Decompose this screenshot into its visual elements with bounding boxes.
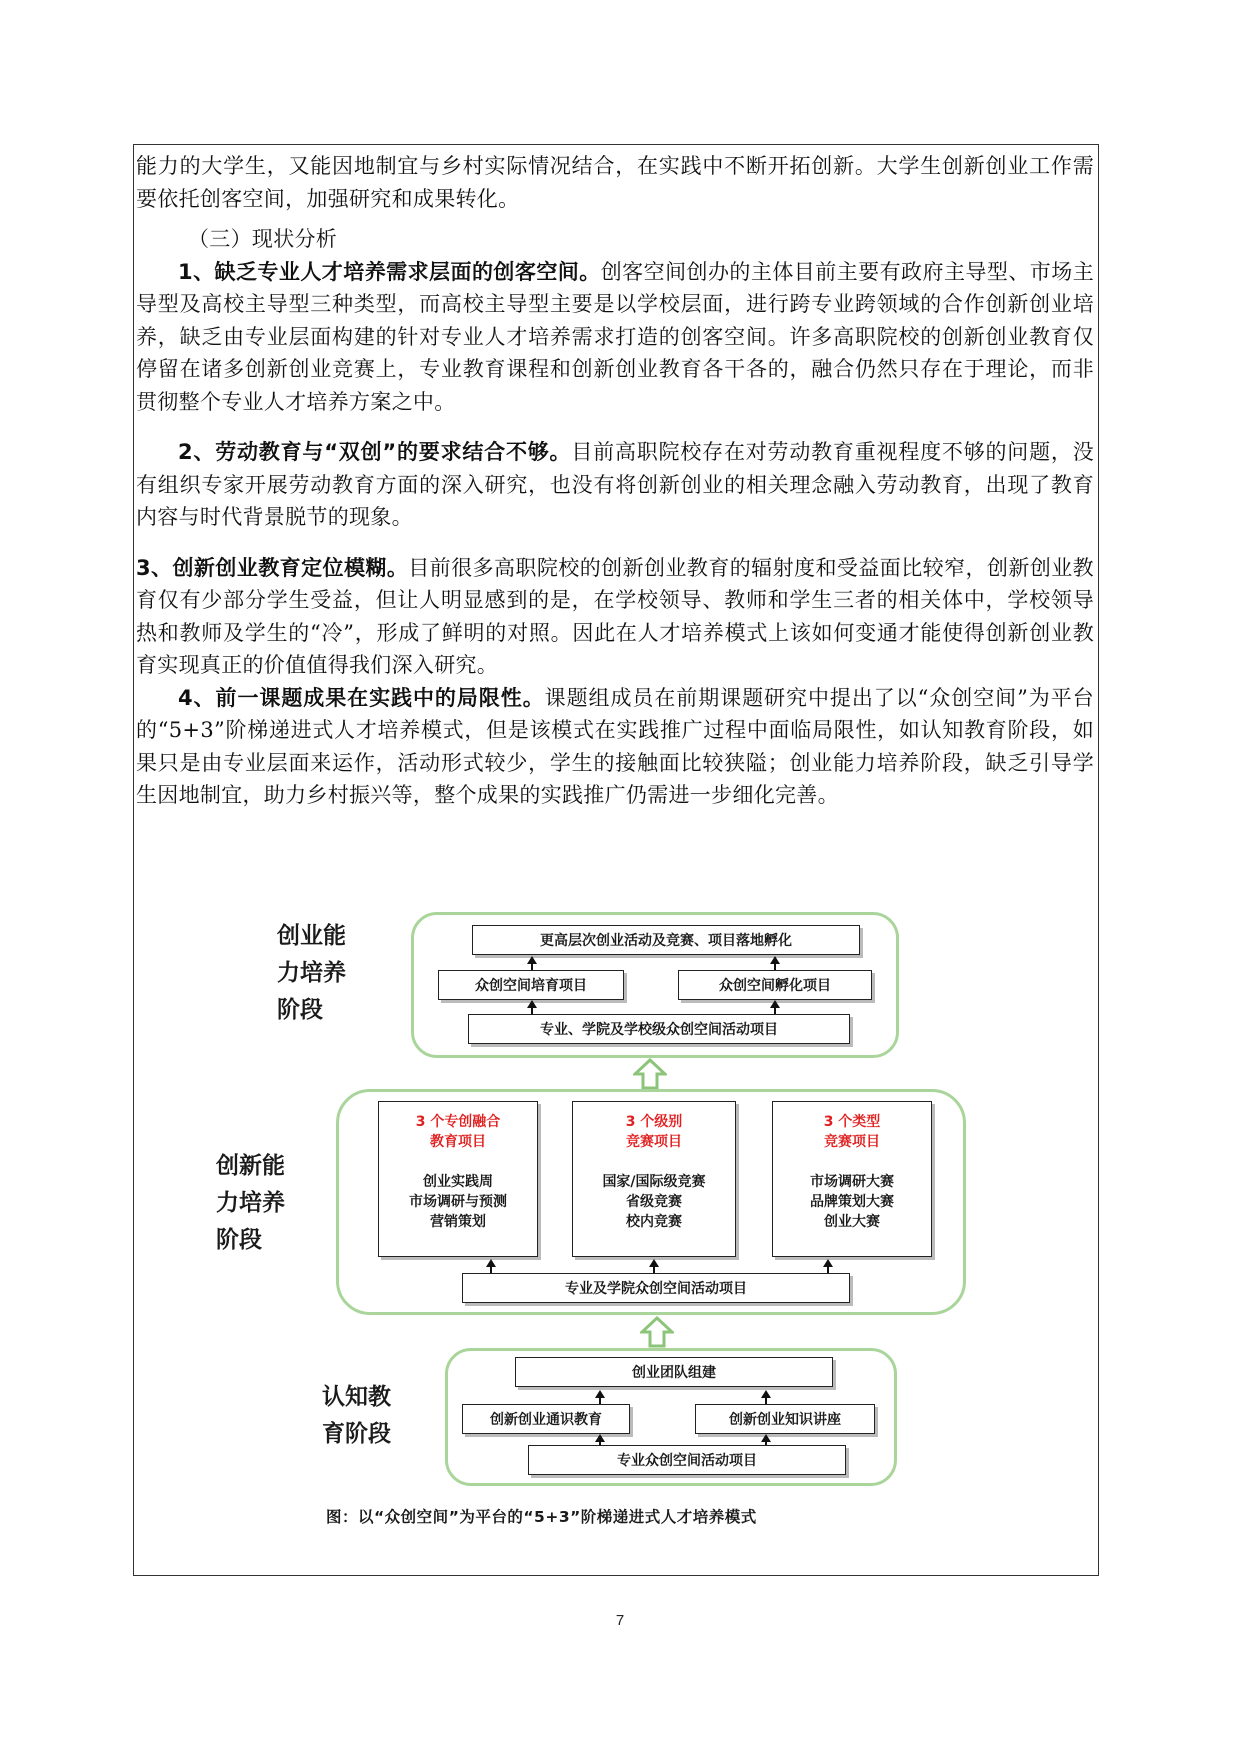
stage2-label-line1: 创新能 — [216, 1153, 285, 1179]
column-2-item: 国家/国际级竞赛 — [602, 1174, 706, 1190]
stage2-label-line3: 阶段 — [216, 1227, 262, 1253]
section-heading: （三）现状分析 — [188, 227, 338, 251]
column-1-item: 创业实践周 — [423, 1174, 493, 1190]
paragraph-1 — [136, 256, 1094, 419]
stage1-left-box: 创新创业通识教育 — [462, 1404, 630, 1434]
stage1-label-line1: 认知教 — [322, 1384, 391, 1410]
stage2-label — [216, 1148, 316, 1259]
stage1-base-box: 专业众创空间活动项目 — [528, 1445, 846, 1475]
stage2-column-3 — [772, 1101, 932, 1257]
stage3-left-box: 众创空间培育项目 — [438, 970, 624, 1000]
stage-transition-arrow-icon — [633, 1058, 667, 1090]
stage3-label — [277, 918, 377, 1029]
stage1-right-box: 创新创业知识讲座 — [695, 1404, 875, 1434]
stage3-top-box: 更高层次创业活动及竞赛、项目落地孵化 — [472, 925, 860, 955]
arrow-up-icon — [761, 1434, 771, 1442]
column-3-item: 品牌策划大赛 — [810, 1194, 894, 1210]
column-1-title-line1: 3 个专创融合 — [415, 1114, 501, 1130]
arrow-up-icon — [595, 1434, 605, 1442]
stage1-label — [322, 1379, 422, 1453]
arrow-up-icon — [527, 956, 537, 964]
stage2-column-2 — [572, 1101, 736, 1257]
column-2-title-line1: 3 个级别 — [625, 1114, 683, 1130]
stage3-base-box: 专业、学院及学校级众创空间活动项目 — [468, 1014, 850, 1044]
paragraph-4-text: 课题组成员在前期课题研究中提出了以“众创空间”为平台的“5+3”阶梯递进式人才培养模式，但是该模式在实践推广过程中面临局限性，如认知教育阶段，如果只是由专业层面来运作，活动形式较少，学生的接触面比较狭隘；创业能力培养阶段，缺乏引导学生因地制宜，助力乡村振兴等，整个成果的实践推广仍需进一步细化完善。 — [136, 685, 1094, 807]
column-3-items — [773, 1172, 931, 1232]
arrow-up-icon — [649, 1259, 659, 1267]
column-1-item: 营销策划 — [430, 1214, 486, 1230]
column-2-items — [573, 1172, 735, 1232]
column-1-item: 市场调研与预测 — [409, 1194, 507, 1210]
arrow-up-icon — [527, 1000, 537, 1008]
arrow-up-icon — [761, 1390, 771, 1398]
arrow-up-icon — [486, 1259, 496, 1267]
body-text — [136, 150, 1094, 812]
column-3-title — [773, 1112, 931, 1152]
paragraph-2-title: 2、劳动教育与“双创”的要求结合不够。 — [178, 440, 572, 464]
stage2-base-box: 专业及学院众创空间活动项目 — [462, 1273, 850, 1303]
paragraph-3-text: 目前很多高职院校的创新创业教育的辐射度和受益面比较窄，创新创业教育仅有少部分学生受益，但让人明显感到的是，在学校领导、教师和学生三者的相关体中，学校领导热和教师及学生的“冷”，形成了鲜明的对照。因此在人才培养模式上该如何变通才能使得创新创业教育实现真正的价值值得我们深入研究。 — [136, 555, 1094, 677]
column-2-title — [573, 1112, 735, 1152]
paragraph-3-title: 3、创新创业教育定位模糊。 — [136, 555, 409, 580]
stage3-label-line2: 力培养 — [277, 960, 346, 986]
column-1-title-line2: 教育项目 — [430, 1134, 486, 1150]
column-3-item: 创业大赛 — [824, 1214, 880, 1230]
paragraph-4-title: 4、前一课题成果在实践中的局限性。 — [178, 685, 545, 710]
page-number: 7 — [615, 1612, 625, 1629]
arrow-up-icon — [770, 1000, 780, 1008]
stage2-label-line2: 力培养 — [216, 1190, 285, 1216]
column-2-title-line2: 竞赛项目 — [626, 1134, 682, 1150]
paragraph-1-title: 1、缺乏专业人才培养需求层面的创客空间。 — [178, 259, 601, 284]
arrow-up-icon — [823, 1259, 833, 1267]
column-1-title — [379, 1112, 537, 1152]
column-2-item: 校内竞赛 — [626, 1214, 682, 1230]
paragraph-4 — [136, 682, 1094, 812]
arrow-up-icon — [770, 956, 780, 964]
stage1-label-line2: 育阶段 — [322, 1421, 391, 1447]
stage3-right-box: 众创空间孵化项目 — [678, 970, 872, 1000]
paragraph-3 — [136, 552, 1094, 682]
column-3-title-line2: 竞赛项目 — [824, 1134, 880, 1150]
paragraph-1-text: 创客空间创办的主体目前主要有政府主导型、市场主导型及高校主导型三种类型，而高校主导型主要是以学校层面，进行跨专业跨领域的合作创新创业培养，缺乏由专业层面构建的针对专业人才培养需求打造的创客空间。许多高职院校的创新创业教育仅停留在诸多创新创业竞赛上，专业教育课程和创新创业教育各干各的，融合仍然只存在于理论，而非贯彻整个专业人才培养方案之中。 — [136, 259, 1094, 414]
column-2-item: 省级竞赛 — [626, 1194, 682, 1210]
column-3-title-line1: 3 个类型 — [823, 1114, 881, 1130]
paragraph-2-text: 目前高职院校存在对劳动教育重视程度不够的问题，没有组织专家开展劳动教育方面的深入研究，也没有将创新创业的相关理念融入劳动教育，出现了教育内容与时代背景脱节的现象。 — [136, 440, 1094, 529]
column-3-item: 市场调研大赛 — [810, 1174, 894, 1190]
stage2-column-1 — [378, 1101, 538, 1257]
stage3-label-line3: 阶段 — [277, 997, 323, 1023]
stage3-label-line1: 创业能 — [277, 923, 346, 949]
column-1-items — [379, 1172, 537, 1232]
paragraph-intro: 能力的大学生，又能因地制宜与乡村实际情况结合，在实践中不断开拓创新。大学生创新创业工作需要依托创客空间，加强研究和成果转化。 — [136, 154, 1094, 211]
stage-transition-arrow-icon — [640, 1316, 674, 1348]
diagram-caption: 图：以“众创空间”为平台的“5+3”阶梯递进式人才培养模式 — [326, 1508, 757, 1526]
stage1-top-box: 创业团队组建 — [515, 1357, 833, 1387]
paragraph-2 — [136, 436, 1094, 534]
arrow-up-icon — [595, 1390, 605, 1398]
